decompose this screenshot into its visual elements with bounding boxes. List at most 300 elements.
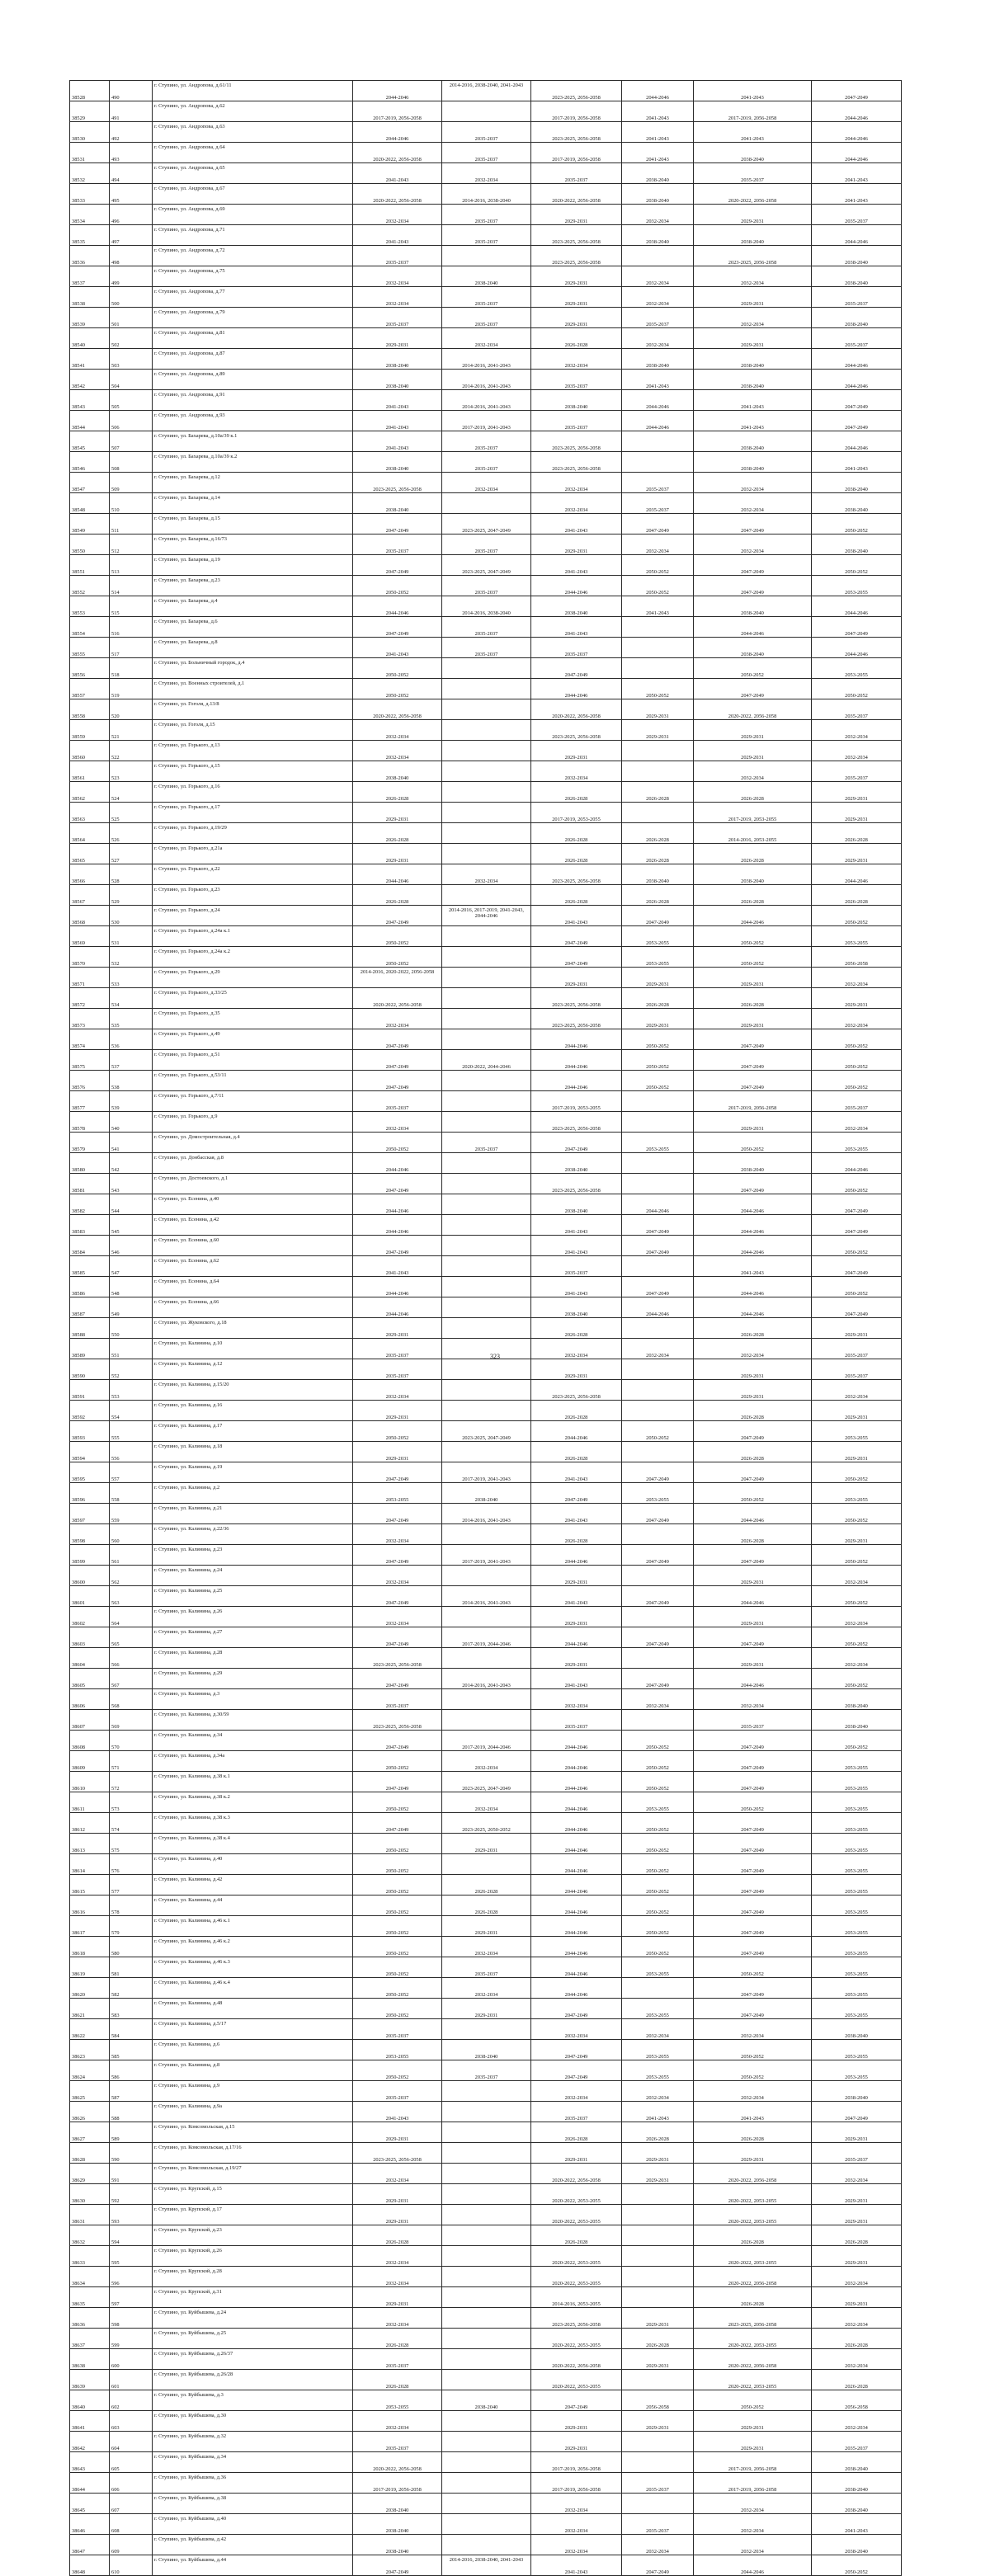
address-cell: г. Ступино, ул. Калинина, д.12 — [153, 1359, 353, 1380]
entry-number-cell: 490 — [110, 81, 153, 101]
table-row — [70, 411, 902, 431]
table-row — [70, 803, 902, 823]
entry-number-cell: 519 — [110, 679, 153, 699]
period-col-2-cell: 2032-2034 — [442, 1937, 531, 1957]
period-col-1-cell: 2050-2052 — [353, 1792, 442, 1813]
period-col-1-cell: 2038-2040 — [353, 2535, 442, 2555]
period-col-6-cell: 2032-2034 — [812, 1112, 902, 1133]
period-col-5-cell: 2038-2040 — [694, 370, 812, 390]
period-col-1-cell: 2044-2046 — [353, 1153, 442, 1174]
entry-number-cell: 579 — [110, 1916, 153, 1937]
period-col-5-cell: 2050-2052 — [694, 1792, 812, 1813]
period-col-6-cell: 2050-2052 — [812, 1669, 902, 1689]
record-id-cell: 38534 — [70, 205, 110, 225]
record-id-cell: 38555 — [70, 638, 110, 658]
period-col-4-cell: 2047-2049 — [622, 2555, 694, 2576]
address-cell: г. Ступино, ул. Калинина, д.38 к.2 — [153, 1792, 353, 1813]
address-cell: г. Ступино, ул. Калинина, д.16 — [153, 1401, 353, 1421]
record-id-cell: 38611 — [70, 1792, 110, 1813]
period-col-4-cell: 2050-2052 — [622, 679, 694, 699]
table-row — [70, 1586, 902, 1607]
period-col-4-cell: 2038-2040 — [622, 864, 694, 885]
period-col-4-cell — [622, 1442, 694, 1462]
period-col-5-cell: 2041-2043 — [694, 1256, 812, 1277]
period-col-3-cell: 2035-2037 — [531, 163, 622, 184]
table-row — [70, 1194, 902, 1215]
period-col-2-cell — [442, 2287, 531, 2308]
entry-number-cell: 586 — [110, 2060, 153, 2081]
period-col-5-cell: 2032-2034 — [694, 308, 812, 328]
period-col-2-cell: 2014-2016, 2041-2043 — [442, 390, 531, 411]
period-col-2-cell: 2029-2031 — [442, 1999, 531, 2019]
period-col-5-cell: 2026-2028 — [694, 782, 812, 803]
period-col-5-cell: 2029-2031 — [694, 287, 812, 308]
address-cell: г. Ступино, ул. Горького, д.15 — [153, 761, 353, 782]
table-row — [70, 1215, 902, 1236]
record-id-cell: 38585 — [70, 1256, 110, 1277]
address-cell: г. Ступино, ул. Куйбышева, д.42 — [153, 2535, 353, 2555]
record-id-cell: 38625 — [70, 2081, 110, 2102]
record-id-cell: 38541 — [70, 349, 110, 370]
period-col-4-cell: 2053-2055 — [622, 947, 694, 968]
table-row — [70, 1813, 902, 1834]
address-cell: г. Ступино, ул. Горького, д.24а к.2 — [153, 947, 353, 968]
record-id-cell: 38540 — [70, 328, 110, 349]
period-col-2-cell: 2023-2025, 2047-2049 — [442, 1772, 531, 1792]
period-col-4-cell: 2053-2055 — [622, 2040, 694, 2060]
record-id-cell: 38606 — [70, 1689, 110, 1710]
table-row — [70, 1792, 902, 1813]
period-col-5-cell: 2026-2028 — [694, 1524, 812, 1545]
record-id-cell: 38576 — [70, 1071, 110, 1091]
table-row — [70, 2205, 902, 2225]
table-row — [70, 1359, 902, 1380]
period-col-5-cell: 2047-2049 — [694, 679, 812, 699]
table-row — [70, 988, 902, 1009]
period-col-4-cell: 2041-2043 — [622, 596, 694, 617]
period-col-6-cell: 2032-2034 — [812, 1380, 902, 1401]
period-col-2-cell — [442, 2246, 531, 2267]
period-col-5-cell: 2047-2049 — [694, 576, 812, 596]
period-col-4-cell: 2041-2043 — [622, 143, 694, 163]
period-col-1-cell: 2026-2028 — [353, 2370, 442, 2390]
table-row — [70, 2329, 902, 2349]
period-col-4-cell: 2053-2055 — [622, 926, 694, 947]
record-id-cell: 38644 — [70, 2473, 110, 2494]
period-col-4-cell: 2038-2040 — [622, 225, 694, 246]
entry-number-cell: 570 — [110, 1731, 153, 1751]
period-col-6-cell: 2038-2040 — [812, 2535, 902, 2555]
table-row — [70, 2164, 902, 2184]
address-cell: г. Ступино, ул. Бахарева, д.23 — [153, 576, 353, 596]
entry-number-cell: 494 — [110, 163, 153, 184]
period-col-6-cell: 2053-2055 — [812, 1978, 902, 1999]
period-col-1-cell: 2047-2049 — [353, 1071, 442, 1091]
address-cell: г. Ступино, ул. Калинина, д.3 — [153, 1689, 353, 1710]
entry-number-cell: 492 — [110, 122, 153, 143]
table-row — [70, 2102, 902, 2122]
period-col-1-cell: 2023-2025, 2056-2058 — [353, 2143, 442, 2164]
period-col-6-cell: 2050-2052 — [812, 1071, 902, 1091]
period-col-4-cell — [622, 2287, 694, 2308]
record-id-cell: 38564 — [70, 823, 110, 844]
period-col-4-cell: 2026-2028 — [622, 823, 694, 844]
period-col-4-cell — [622, 1380, 694, 1401]
period-col-3-cell: 2026-2028 — [531, 823, 622, 844]
period-col-4-cell: 2044-2046 — [622, 1194, 694, 1215]
period-col-6-cell: 2050-2052 — [812, 2555, 902, 2576]
period-col-1-cell: 2050-2052 — [353, 1133, 442, 1153]
period-col-3-cell: 2044-2046 — [531, 1937, 622, 1957]
address-cell: г. Ступино, ул. Бахарева, д.10а/39 к.2 — [153, 452, 353, 473]
period-col-4-cell: 2029-2031 — [622, 699, 694, 720]
period-col-3-cell: 2041-2043 — [531, 1236, 622, 1256]
entry-number-cell: 590 — [110, 2143, 153, 2164]
period-col-3-cell: 2026-2028 — [531, 844, 622, 864]
period-col-5-cell: 2038-2040 — [694, 452, 812, 473]
period-col-6-cell: 2044-2046 — [812, 101, 902, 122]
period-col-1-cell: 2044-2046 — [353, 81, 442, 101]
period-col-2-cell: 2038-2040 — [442, 2390, 531, 2411]
period-col-6-cell: 2056-2058 — [812, 2390, 902, 2411]
period-col-6-cell: 2029-2031 — [812, 1524, 902, 1545]
period-col-2-cell: 2017-2019, 2041-2043 — [442, 1545, 531, 1566]
address-cell: г. Ступино, ул. Андропова, д.64 — [153, 143, 353, 163]
table-row — [70, 823, 902, 844]
period-col-2-cell — [442, 947, 531, 968]
period-col-1-cell: 2038-2040 — [353, 349, 442, 370]
period-col-4-cell — [622, 1710, 694, 1731]
period-col-6-cell: 2038-2040 — [812, 1710, 902, 1731]
entry-number-cell: 558 — [110, 1483, 153, 1504]
record-id-cell: 38535 — [70, 225, 110, 246]
period-col-2-cell — [442, 2494, 531, 2514]
entry-number-cell: 569 — [110, 1710, 153, 1731]
record-id-cell: 38532 — [70, 163, 110, 184]
period-col-6-cell: 2044-2046 — [812, 225, 902, 246]
period-col-2-cell: 2014-2016, 2038-2040 — [442, 596, 531, 617]
period-col-5-cell: 2026-2028 — [694, 885, 812, 906]
period-col-3-cell: 2032-2034 — [531, 1339, 622, 1359]
entry-number-cell: 498 — [110, 246, 153, 266]
period-col-6-cell: 2050-2052 — [812, 679, 902, 699]
table-row — [70, 1710, 902, 1731]
period-col-5-cell: 2050-2052 — [694, 2060, 812, 2081]
period-col-6-cell: 2032-2034 — [812, 2308, 902, 2329]
period-col-6-cell: 2050-2052 — [812, 1586, 902, 1607]
period-col-1-cell: 2029-2031 — [353, 2287, 442, 2308]
period-col-2-cell: 2032-2034 — [442, 473, 531, 493]
period-col-2-cell — [442, 101, 531, 122]
period-col-4-cell: 2041-2043 — [622, 101, 694, 122]
period-col-3-cell: 2035-2037 — [531, 1710, 622, 1731]
period-col-3-cell: 2047-2049 — [531, 947, 622, 968]
entry-number-cell: 491 — [110, 101, 153, 122]
period-col-5-cell: 2050-2052 — [694, 2040, 812, 2060]
period-col-3-cell: 2026-2028 — [531, 885, 622, 906]
period-col-6-cell: 2029-2031 — [812, 2184, 902, 2205]
address-cell: г. Ступино, ул. Калинина, д.22/36 — [153, 1524, 353, 1545]
period-col-6-cell: 2044-2046 — [812, 349, 902, 370]
period-col-5-cell: 2041-2043 — [694, 81, 812, 101]
entry-number-cell: 549 — [110, 1297, 153, 1318]
period-col-6-cell: 2047-2049 — [812, 1297, 902, 1318]
table-row — [70, 1834, 902, 1854]
record-id-cell: 38630 — [70, 2184, 110, 2205]
entry-number-cell: 526 — [110, 823, 153, 844]
period-col-5-cell: 2047-2049 — [694, 1937, 812, 1957]
period-col-4-cell: 2029-2031 — [622, 1009, 694, 1029]
entry-number-cell: 550 — [110, 1318, 153, 1339]
period-col-3-cell: 2035-2037 — [531, 411, 622, 431]
period-col-5-cell: 2044-2046 — [694, 1194, 812, 1215]
period-col-6-cell: 2041-2043 — [812, 163, 902, 184]
period-col-5-cell: 2047-2049 — [694, 1029, 812, 1050]
address-cell: г. Ступино, ул. Жуковского, д.18 — [153, 1318, 353, 1339]
period-col-3-cell: 2029-2031 — [531, 2432, 622, 2452]
period-col-5-cell: 2041-2043 — [694, 122, 812, 143]
period-col-4-cell: 2029-2031 — [622, 720, 694, 741]
address-cell: г. Ступино, ул. Крупской, д.31 — [153, 2287, 353, 2308]
entry-number-cell: 567 — [110, 1669, 153, 1689]
period-col-4-cell: 2026-2028 — [622, 782, 694, 803]
period-col-2-cell — [442, 1215, 531, 1236]
period-col-1-cell: 2032-2034 — [353, 266, 442, 287]
table-row — [70, 2246, 902, 2267]
period-col-5-cell: 2020-2022, 2053-2055 — [694, 2246, 812, 2267]
period-col-6-cell: 2047-2049 — [812, 411, 902, 431]
period-col-3-cell: 2026-2028 — [531, 1318, 622, 1339]
period-col-2-cell: 2032-2034 — [442, 1751, 531, 1772]
period-col-3-cell: 2026-2028 — [531, 328, 622, 349]
entry-number-cell: 605 — [110, 2452, 153, 2473]
period-col-4-cell: 2050-2052 — [622, 1731, 694, 1751]
address-cell: г. Ступино, ул. Калинина, д.28 — [153, 1648, 353, 1669]
entry-number-cell: 515 — [110, 596, 153, 617]
table-row — [70, 1937, 902, 1957]
address-cell: г. Ступино, ул. Калинина, д.38 к.4 — [153, 1834, 353, 1854]
address-cell: г. Ступино, ул. Бахарева, д.10а/39 к.1 — [153, 431, 353, 452]
period-col-5-cell: 2032-2034 — [694, 2019, 812, 2040]
period-col-3-cell: 2041-2043 — [531, 1504, 622, 1524]
period-col-4-cell: 2050-2052 — [622, 1916, 694, 1937]
period-col-4-cell: 2044-2046 — [622, 411, 694, 431]
period-col-1-cell: 2032-2034 — [353, 2308, 442, 2329]
period-col-5-cell: 2047-2049 — [694, 514, 812, 535]
entry-number-cell: 560 — [110, 1524, 153, 1545]
period-col-3-cell: 2035-2037 — [531, 370, 622, 390]
period-col-1-cell: 2035-2037 — [353, 2019, 442, 2040]
table-row — [70, 1504, 902, 1524]
record-id-cell: 38577 — [70, 1091, 110, 1112]
period-col-3-cell: 2029-2031 — [531, 308, 622, 328]
period-col-1-cell: 2029-2031 — [353, 844, 442, 864]
period-col-2-cell — [442, 823, 531, 844]
period-col-1-cell: 2047-2049 — [353, 1050, 442, 1071]
period-col-1-cell: 2029-2031 — [353, 1442, 442, 1462]
period-col-5-cell: 2032-2034 — [694, 266, 812, 287]
period-col-3-cell: 2044-2046 — [531, 1834, 622, 1854]
period-col-5-cell: 2020-2022, 2056-2058 — [694, 2267, 812, 2287]
period-col-4-cell: 2056-2058 — [622, 2390, 694, 2411]
period-col-5-cell: 2044-2046 — [694, 1236, 812, 1256]
table-row — [70, 2473, 902, 2494]
table-row — [70, 2143, 902, 2164]
record-id-cell: 38544 — [70, 411, 110, 431]
table-row — [70, 184, 902, 205]
record-id-cell: 38612 — [70, 1813, 110, 1834]
period-col-6-cell: 2035-2037 — [812, 2143, 902, 2164]
period-col-1-cell: 2032-2034 — [353, 2411, 442, 2432]
period-col-1-cell: 2032-2034 — [353, 720, 442, 741]
period-col-1-cell: 2041-2043 — [353, 638, 442, 658]
table-row — [70, 1607, 902, 1627]
period-col-3-cell: 2020-2022, 2056-2058 — [531, 2164, 622, 2184]
entry-number-cell: 608 — [110, 2514, 153, 2535]
period-col-6-cell: 2026-2028 — [812, 2225, 902, 2246]
period-col-5-cell: 2020-2022, 2056-2058 — [694, 2349, 812, 2370]
period-col-6-cell: 2029-2031 — [812, 1442, 902, 1462]
entry-number-cell: 604 — [110, 2432, 153, 2452]
address-cell: г. Ступино, ул. Калинина, д.9 — [153, 2081, 353, 2102]
record-id-cell: 38529 — [70, 101, 110, 122]
period-col-1-cell: 2032-2034 — [353, 1380, 442, 1401]
period-col-1-cell: 2032-2034 — [353, 2246, 442, 2267]
period-col-5-cell: 2014-2016, 2053-2055 — [694, 823, 812, 844]
address-cell: г. Ступино, ул. Домостроительная, д.4 — [153, 1133, 353, 1153]
period-col-2-cell: 2035-2037 — [442, 122, 531, 143]
period-col-1-cell: 2029-2031 — [353, 1401, 442, 1421]
period-col-6-cell: 2035-2037 — [812, 1339, 902, 1359]
record-id-cell: 38615 — [70, 1875, 110, 1896]
period-col-5-cell: 2026-2028 — [694, 2225, 812, 2246]
period-col-2-cell — [442, 1174, 531, 1194]
address-cell: г. Ступино, ул. Горького, д.24 — [153, 906, 353, 926]
period-col-5-cell: 2041-2043 — [694, 411, 812, 431]
table-row — [70, 2555, 902, 2576]
table-row — [70, 1524, 902, 1545]
period-col-1-cell: 2023-2025, 2056-2058 — [353, 1710, 442, 1731]
record-id-cell: 38547 — [70, 473, 110, 493]
period-col-1-cell: 2035-2037 — [353, 1339, 442, 1359]
period-col-5-cell: 2029-2031 — [694, 1607, 812, 1627]
period-col-1-cell: 2035-2037 — [353, 1359, 442, 1380]
address-cell: г. Ступино, ул. Комсомольская, д.17/16 — [153, 2143, 353, 2164]
address-cell: г. Ступино, ул. Андропова, д.79 — [153, 308, 353, 328]
table-row — [70, 287, 902, 308]
entry-number-cell: 530 — [110, 906, 153, 926]
period-col-5-cell: 2044-2046 — [694, 906, 812, 926]
address-cell: г. Ступино, ул. Крупской, д.15 — [153, 2184, 353, 2205]
address-cell: г. Ступино, ул. Крупской, д.17 — [153, 2205, 353, 2225]
address-cell: г. Ступино, ул. Андропова, д.87 — [153, 349, 353, 370]
table-row — [70, 596, 902, 617]
record-id-cell: 38627 — [70, 2122, 110, 2143]
period-col-6-cell: 2035-2037 — [812, 761, 902, 782]
period-col-6-cell: 2032-2034 — [812, 2164, 902, 2184]
period-col-4-cell: 2032-2034 — [622, 328, 694, 349]
period-col-2-cell: 2032-2034 — [442, 864, 531, 885]
period-col-2-cell — [442, 2164, 531, 2184]
record-id-cell: 38620 — [70, 1978, 110, 1999]
period-col-6-cell: 2047-2049 — [812, 81, 902, 101]
address-cell: г. Ступино, ул. Калинина, д.42 — [153, 1875, 353, 1896]
period-col-2-cell: 2017-2019, 2044-2046 — [442, 1627, 531, 1648]
period-col-6-cell: 2047-2049 — [812, 2102, 902, 2122]
entry-number-cell: 596 — [110, 2267, 153, 2287]
period-col-1-cell: 2041-2043 — [353, 2102, 442, 2122]
period-col-5-cell: 2032-2034 — [694, 2535, 812, 2555]
period-col-3-cell: 2041-2043 — [531, 1462, 622, 1483]
period-col-2-cell — [442, 1689, 531, 1710]
record-id-cell: 38531 — [70, 143, 110, 163]
period-col-2-cell: 2023-2025, 2047-2049 — [442, 514, 531, 535]
period-col-6-cell: 2035-2037 — [812, 1359, 902, 1380]
table-row — [70, 452, 902, 473]
period-col-4-cell — [622, 2432, 694, 2452]
record-id-cell: 38640 — [70, 2390, 110, 2411]
period-col-6-cell: 2029-2031 — [812, 2122, 902, 2143]
table-row — [70, 1483, 902, 1504]
period-col-2-cell — [442, 1071, 531, 1091]
entry-number-cell: 580 — [110, 1937, 153, 1957]
period-col-2-cell — [442, 1256, 531, 1277]
period-col-1-cell: 2029-2031 — [353, 2205, 442, 2225]
period-col-3-cell: 2020-2022, 2056-2058 — [531, 699, 622, 720]
period-col-5-cell: 2029-2031 — [694, 1380, 812, 1401]
record-id-cell: 38617 — [70, 1916, 110, 1937]
record-id-cell: 38575 — [70, 1050, 110, 1071]
table-row — [70, 1627, 902, 1648]
period-col-5-cell: 2044-2046 — [694, 1277, 812, 1297]
address-cell: г. Ступино, ул. Куйбышева, д.25 — [153, 2329, 353, 2349]
period-col-4-cell — [622, 2225, 694, 2246]
period-col-5-cell: 2032-2034 — [694, 535, 812, 555]
period-col-1-cell: 2029-2031 — [353, 1318, 442, 1339]
period-col-1-cell: 2029-2031 — [353, 2184, 442, 2205]
table-row — [70, 2494, 902, 2514]
period-col-3-cell: 2017-2019, 2056-2058 — [531, 101, 622, 122]
period-col-3-cell: 2041-2043 — [531, 1277, 622, 1297]
period-col-1-cell: 2044-2046 — [353, 596, 442, 617]
period-col-1-cell: 2050-2052 — [353, 576, 442, 596]
record-id-cell: 38648 — [70, 2555, 110, 2576]
entry-number-cell: 521 — [110, 720, 153, 741]
period-col-5-cell: 2047-2049 — [694, 1772, 812, 1792]
period-col-1-cell: 2044-2046 — [353, 1215, 442, 1236]
period-col-5-cell: 2029-2031 — [694, 1359, 812, 1380]
period-col-6-cell: 2038-2040 — [812, 535, 902, 555]
period-col-6-cell: 2053-2055 — [812, 1999, 902, 2019]
period-col-4-cell — [622, 1112, 694, 1133]
period-col-2-cell — [442, 988, 531, 1009]
period-col-4-cell: 2041-2043 — [622, 122, 694, 143]
period-col-3-cell: 2044-2046 — [531, 679, 622, 699]
entry-number-cell: 514 — [110, 576, 153, 596]
record-id-cell: 38583 — [70, 1215, 110, 1236]
record-id-cell: 38633 — [70, 2246, 110, 2267]
period-col-1-cell: 2041-2043 — [353, 431, 442, 452]
table-row — [70, 246, 902, 266]
table-row — [70, 81, 902, 101]
entry-number-cell: 537 — [110, 1050, 153, 1071]
record-id-cell: 38546 — [70, 452, 110, 473]
period-col-2-cell — [442, 679, 531, 699]
period-col-3-cell: 2044-2046 — [531, 1050, 622, 1071]
period-col-5-cell: 2029-2031 — [694, 2432, 812, 2452]
period-col-3-cell: 2038-2040 — [531, 596, 622, 617]
period-col-1-cell: 2035-2037 — [353, 535, 442, 555]
